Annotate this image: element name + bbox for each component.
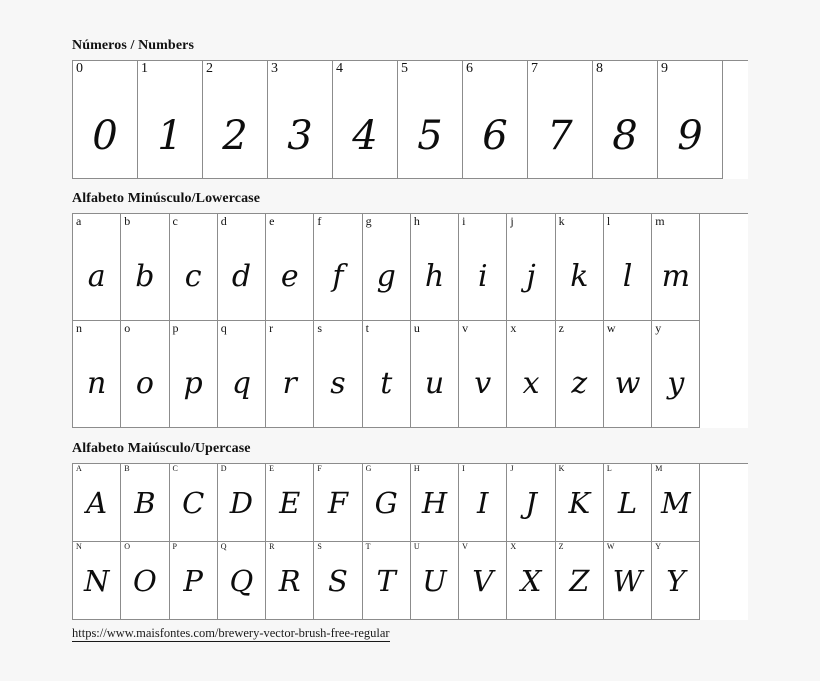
glyph-sample: n — [86, 366, 107, 401]
glyph-sample: W — [612, 564, 643, 598]
glyph-sample: N — [83, 564, 110, 598]
glyph-label: q — [220, 321, 227, 335]
glyph-cell — [73, 214, 121, 321]
glyph-label: G — [365, 464, 372, 473]
glyph-sample: 0 — [92, 113, 118, 159]
glyph-sample: o — [135, 366, 154, 401]
numbers-section — [72, 38, 748, 179]
source-link[interactable]: https://www.maisfontes.com/brewery-vector-brush-free-regular — [72, 626, 390, 640]
glyph-label: N — [76, 542, 82, 551]
glyph-cell — [218, 464, 266, 542]
glyph-sample: c — [184, 259, 202, 294]
glyph-cell — [266, 214, 314, 321]
glyph-sample: H — [421, 486, 448, 520]
glyph-cell — [556, 542, 604, 620]
glyph-sample: k — [570, 259, 589, 294]
glyph-label: R — [269, 542, 275, 551]
glyph-sample: b — [135, 259, 155, 294]
glyph-cell — [266, 542, 314, 620]
glyph-label: n — [76, 321, 82, 335]
glyph-cell — [170, 542, 218, 620]
glyph-label: 0 — [76, 61, 83, 76]
glyph-label: h — [413, 214, 420, 228]
lowercase-grid — [72, 213, 748, 428]
glyph-cell — [652, 321, 700, 428]
glyph-label: 9 — [661, 61, 668, 76]
glyph-cell — [652, 464, 700, 542]
glyph-sample: X — [520, 564, 542, 598]
glyph-label: m — [655, 214, 665, 228]
glyph-label: 7 — [531, 61, 538, 76]
glyph-label: p — [172, 321, 179, 335]
uppercase-section-title: Alfabeto Maiúsculo/Upercase — [72, 441, 251, 456]
glyph-cell — [652, 542, 700, 620]
glyph-sample: M — [660, 486, 691, 520]
glyph-cell — [314, 321, 362, 428]
glyph-cell — [121, 542, 169, 620]
glyph-cell — [398, 61, 463, 179]
glyph-sample: 7 — [547, 113, 573, 159]
glyph-sample: V — [472, 564, 494, 598]
glyph-sample: 9 — [677, 113, 703, 159]
glyph-label: a — [76, 214, 82, 228]
glyph-cell — [593, 61, 658, 179]
glyph-sample: f — [332, 259, 344, 294]
glyph-cell — [363, 321, 411, 428]
glyph-cell — [507, 214, 555, 321]
glyph-cell — [507, 464, 555, 542]
uppercase-section — [72, 441, 748, 620]
glyph-sample: J — [525, 486, 537, 520]
uppercase-grid — [72, 463, 748, 620]
glyph-label: 2 — [206, 61, 213, 76]
glyph-cell — [363, 464, 411, 542]
glyph-cell — [266, 321, 314, 428]
glyph-sample: I — [477, 486, 489, 520]
glyph-cell — [411, 464, 459, 542]
glyph-cell — [411, 214, 459, 321]
glyph-label: 6 — [466, 61, 473, 76]
glyph-cell — [170, 321, 218, 428]
glyph-sample: s — [330, 366, 346, 401]
glyph-sample: w — [614, 366, 641, 401]
glyph-sample: g — [376, 259, 396, 294]
glyph-cell — [556, 464, 604, 542]
glyph-sample: 6 — [482, 113, 508, 159]
glyph-sample: x — [522, 366, 540, 401]
glyph-label: z — [558, 321, 564, 335]
glyph-sample: Q — [229, 564, 254, 598]
glyph-sample: 8 — [612, 113, 638, 159]
glyph-label: o — [124, 321, 131, 335]
glyph-label: 4 — [336, 61, 343, 76]
glyph-cell — [170, 214, 218, 321]
glyph-cell — [218, 321, 266, 428]
glyph-label: T — [365, 542, 371, 551]
numbers-section-title: Números / Numbers — [72, 38, 194, 53]
glyph-label: A — [76, 464, 82, 473]
glyph-label: 1 — [141, 61, 148, 76]
glyph-label: I — [462, 464, 465, 473]
glyph-label: E — [269, 464, 274, 473]
glyph-label: B — [124, 464, 130, 473]
glyph-cell — [604, 464, 652, 542]
glyph-sample: i — [477, 259, 488, 294]
glyph-label: 5 — [401, 61, 408, 76]
glyph-cell — [528, 61, 593, 179]
glyph-label: f — [317, 214, 322, 228]
glyph-label: i — [462, 214, 466, 228]
glyph-label: x — [510, 321, 517, 335]
glyph-sample: 5 — [417, 113, 443, 159]
glyph-label: U — [413, 542, 420, 551]
glyph-label: Y — [655, 542, 661, 551]
glyph-cell — [268, 61, 333, 179]
glyph-sample: t — [380, 366, 393, 401]
glyph-label: d — [220, 214, 227, 228]
glyph-label: l — [606, 214, 611, 228]
glyph-sample: m — [661, 259, 691, 294]
glyph-cell — [121, 464, 169, 542]
glyph-sample: S — [328, 564, 348, 598]
glyph-label: t — [365, 321, 369, 335]
glyph-sample: e — [280, 259, 299, 294]
glyph-sample: a — [87, 259, 106, 294]
glyph-cell — [604, 542, 652, 620]
glyph-label: g — [365, 214, 372, 228]
glyph-sample: 4 — [352, 113, 378, 159]
glyph-cell — [463, 61, 528, 179]
glyph-cell — [363, 542, 411, 620]
glyph-sample: K — [568, 486, 591, 520]
glyph-label: j — [510, 214, 514, 228]
glyph-cell — [314, 214, 362, 321]
glyph-cell — [314, 542, 362, 620]
glyph-label: k — [558, 214, 565, 228]
glyph-label: L — [606, 464, 612, 473]
glyph-cell — [121, 321, 169, 428]
glyph-label: K — [558, 464, 565, 473]
glyph-cell — [459, 542, 507, 620]
glyph-label: F — [317, 464, 322, 473]
glyph-sample: U — [422, 564, 447, 598]
glyph-cell — [266, 464, 314, 542]
glyph-sample: z — [571, 366, 588, 401]
glyph-sample: q — [231, 366, 252, 401]
glyph-label: 8 — [596, 61, 603, 76]
glyph-sample: L — [617, 486, 638, 520]
glyph-label: X — [510, 542, 517, 551]
glyph-label: P — [172, 542, 177, 551]
glyph-sample: j — [526, 259, 536, 294]
glyph-label: 3 — [271, 61, 278, 76]
glyph-cell — [459, 321, 507, 428]
glyph-sample: Z — [569, 564, 590, 598]
glyph-cell — [73, 321, 121, 428]
glyph-cell — [556, 214, 604, 321]
glyph-cell — [363, 214, 411, 321]
glyph-label: J — [510, 464, 514, 473]
glyph-label: s — [317, 321, 322, 335]
glyph-label: r — [269, 321, 274, 335]
glyph-label: w — [606, 321, 616, 335]
glyph-label: c — [172, 214, 178, 228]
glyph-sample: F — [327, 486, 349, 520]
glyph-label: V — [462, 542, 468, 551]
glyph-sample: P — [183, 564, 203, 598]
glyph-sample: y — [667, 366, 685, 401]
glyph-label: W — [606, 542, 615, 551]
glyph-sample: Y — [666, 564, 686, 598]
lowercase-section — [72, 191, 748, 428]
glyph-cell — [314, 464, 362, 542]
glyph-sample: v — [474, 366, 492, 401]
glyph-cell — [411, 321, 459, 428]
glyph-cell — [658, 61, 723, 179]
glyph-cell — [73, 464, 121, 542]
glyph-sample: B — [134, 486, 156, 520]
glyph-label: v — [462, 321, 469, 335]
glyph-sample: r — [282, 366, 297, 401]
glyph-cell — [203, 61, 268, 179]
glyph-cell — [218, 214, 266, 321]
glyph-label: S — [317, 542, 322, 551]
glyph-cell — [73, 61, 138, 179]
glyph-sample: h — [424, 259, 445, 294]
glyph-sample: O — [133, 564, 157, 598]
glyph-sample: E — [279, 486, 301, 520]
glyph-cell — [604, 214, 652, 321]
glyph-cell — [604, 321, 652, 428]
glyph-label: b — [124, 214, 131, 228]
numbers-grid — [72, 60, 748, 179]
glyph-label: D — [220, 464, 227, 473]
glyph-cell — [652, 214, 700, 321]
glyph-label: H — [413, 464, 420, 473]
glyph-sample: u — [424, 366, 445, 401]
glyph-label: e — [269, 214, 275, 228]
glyph-label: M — [655, 464, 663, 473]
glyph-sample: 1 — [157, 113, 183, 159]
glyph-label: Z — [558, 542, 564, 551]
glyph-label: Q — [220, 542, 227, 551]
glyph-cell — [170, 464, 218, 542]
glyph-sample: R — [278, 564, 301, 598]
lowercase-section-title: Alfabeto Minúsculo/Lowercase — [72, 191, 261, 206]
glyph-sample: T — [376, 564, 396, 598]
glyph-cell — [138, 61, 203, 179]
glyph-sample: p — [183, 366, 203, 401]
glyph-cell — [218, 542, 266, 620]
glyph-sample: C — [182, 486, 205, 520]
glyph-cell — [73, 542, 121, 620]
glyph-label: C — [172, 464, 178, 473]
glyph-sample: 2 — [222, 113, 248, 159]
glyph-label: y — [655, 321, 662, 335]
glyph-cell — [507, 542, 555, 620]
glyph-cell — [507, 321, 555, 428]
glyph-sample: D — [229, 486, 254, 520]
glyph-sample: d — [231, 259, 252, 294]
glyph-label: u — [413, 321, 420, 335]
glyph-sample: l — [622, 259, 633, 294]
glyph-sample: G — [374, 486, 398, 520]
glyph-label: O — [124, 542, 131, 551]
glyph-sample: 3 — [287, 113, 313, 159]
glyph-cell — [411, 542, 459, 620]
glyph-cell — [459, 464, 507, 542]
glyph-cell — [556, 321, 604, 428]
glyph-cell — [121, 214, 169, 321]
glyph-cell — [459, 214, 507, 321]
glyph-cell — [333, 61, 398, 179]
glyph-sample: A — [86, 486, 108, 520]
